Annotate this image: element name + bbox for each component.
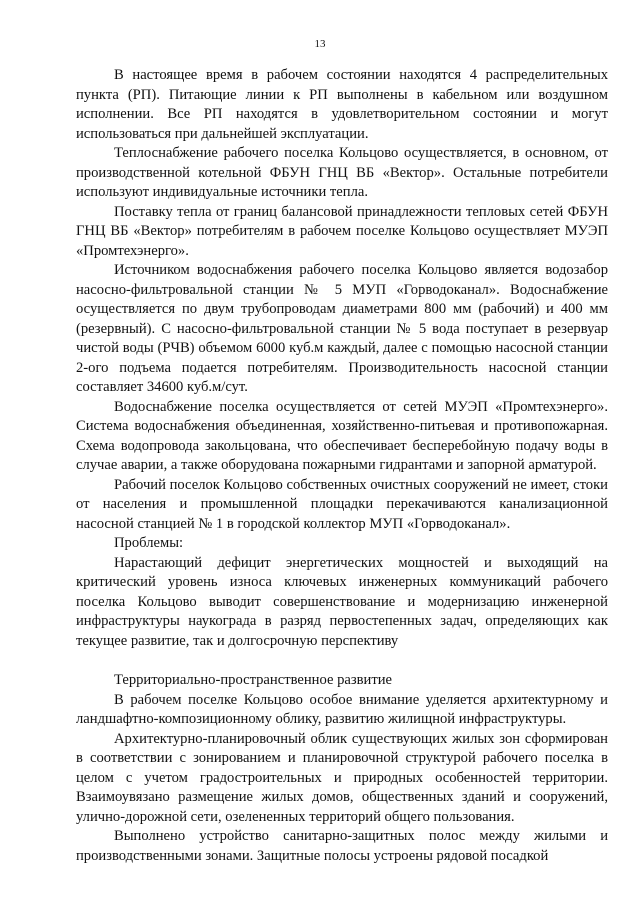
paragraph-water-supply: Водоснабжение поселка осуществляется от сетей МУЭП «Промтехэнерго». Система водоснабжения объединенная, хозяйственно-питьевая и противопожарная. Схема водопровода закольцована, что обеспечивает бесперебойную подачу воды в случае аварии, а также оборудована пожарными гидрантами и запорной арматурой. <box>76 398 608 473</box>
paragraph-substations: В настоящее время в рабочем состоянии находятся 4 распределительных пункта (РП). Питающие линии к РП выполнены в кабельном или воздушном исполнении. Все РП находятся в удовлетворительном состоянии и могут использоваться при дальнейшей эксплуатации. <box>76 67 608 142</box>
body-text <box>76 66 608 866</box>
paragraph-heat-supply: Теплоснабжение рабочего поселка Кольцово осуществляется, в основном, от производственной котельной ФБУН ГНЦ ВБ «Вектор». Остальные потребители используют индивидуальные источники тепла. <box>76 145 608 200</box>
section-heading-territorial: Территориально-пространственное развитие <box>114 672 392 688</box>
paragraph-problems-heading: Проблемы: <box>114 535 184 551</box>
paragraph-architecture: В рабочем поселке Кольцово особое внимание уделяется архитектурному и ландшафтно-композиционному облику, развитию жилищной инфраструктуры. <box>76 691 608 727</box>
paragraph-protective-strips: Выполнено устройство санитарно-защитных полос между жилыми и производственными зонами. Защитные полосы устроены рядовой посадкой <box>76 828 608 864</box>
paragraph-heat-delivery: Поставку тепла от границ балансовой принадлежности тепловых сетей ФБУН ГНЦ ВБ «Вектор» потребителям в рабочем поселке Кольцово осуществляет МУЭП «Промтехэнерго». <box>76 203 608 259</box>
paragraph-planning: Архитектурно-планировочный облик существующих жилых зон сформирован в соответствии с зонированием и планировочной структурой рабочего поселка в целом с учетом градостроительных и природных особенностей территории. Взаимоувязано размещение жилых домов, общественных зданий и сооружений, улично-дорожной сети, озелененных территорий общего пользования. <box>76 730 608 825</box>
paragraph-sewerage: Рабочий поселок Кольцово собственных очистных сооружений не имеет, стоки от населения и промышленной площадки перекачиваются канализационной насосной станцией № 1 в городской коллектор МУП «Горводоканал». <box>76 476 608 532</box>
paragraph-water-source: Источником водоснабжения рабочего поселка Кольцово является водозабор насосно-фильтровальной станции № 5 МУП «Горводоканал». Водоснабжение осуществляется по двум трубопроводам диаметрами 800 мм (рабочий) и 400 мм (резервный). С насосно-фильтровальной станции № 5 вода поступает в резервуар чистой воды (РЧВ) объемом 6000 куб.м каждый, далее с помощью насосной станции 2-ого подъема подается потребителям. Производительность насосной станции составляет 34600 куб.м/сут. <box>76 262 608 395</box>
paragraph-problems: Нарастающий дефицит энергетических мощностей и выходящий на критический уровень износа ключевых инженерных коммуникаций рабочего поселка Кольцово выводит совершенствование и модернизацию инженерной инфраструктуры наукограда в разряд первостепенных задач, определяющих как текущее развитие, так и долгосрочную перспективу <box>76 554 608 649</box>
page-number: 13 <box>314 38 326 50</box>
